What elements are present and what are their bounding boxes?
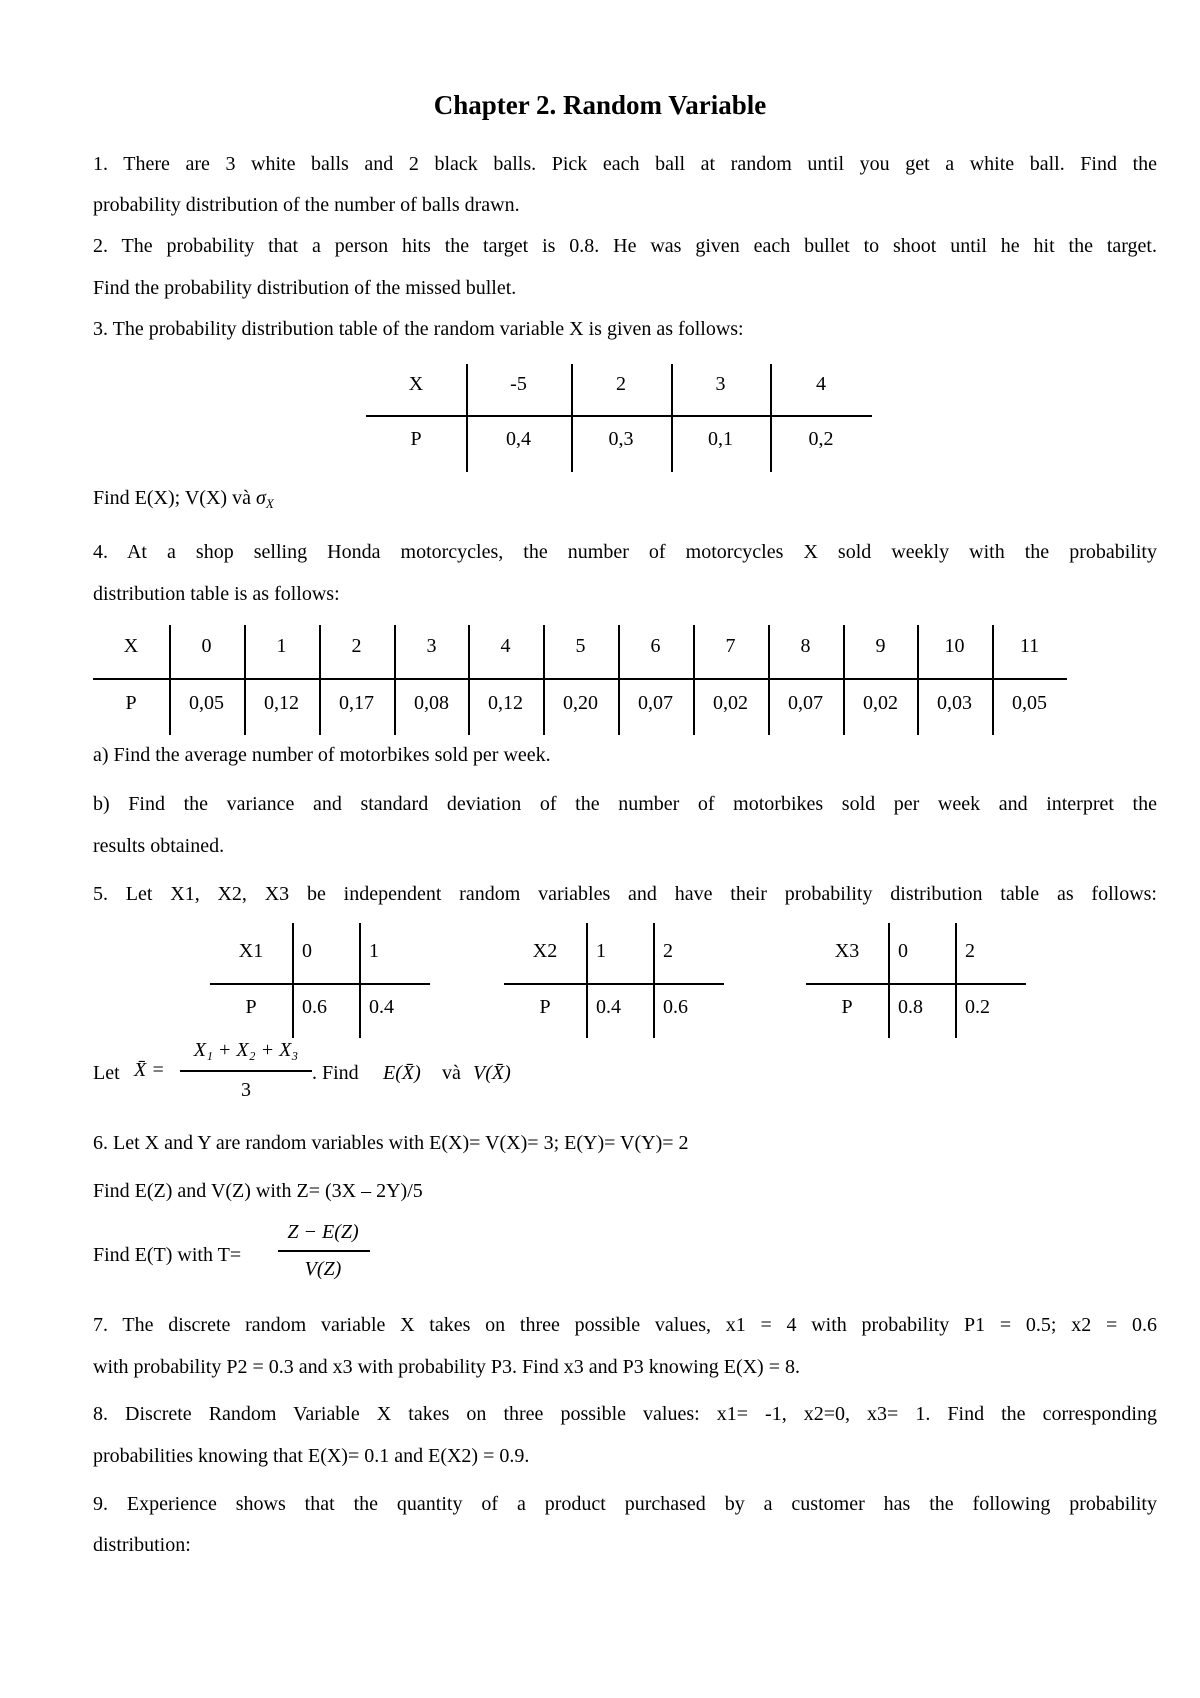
table-3-x-cell: -5 [510, 373, 527, 395]
table-4-x-cell: 7 [725, 635, 736, 657]
table-5-divider [806, 983, 1026, 985]
sigma-symbol: σ [255, 487, 266, 509]
table-5-column-line [888, 923, 890, 1038]
table-3-p-cell: 0,4 [506, 428, 531, 450]
table-5-column-line [653, 923, 655, 1038]
table-3-p-cell: 0,3 [608, 428, 634, 450]
problem-5-find: . Find [312, 1062, 359, 1084]
problem-3-intro: 3. The probability distribution table of the random variable X is given as follows: [93, 318, 744, 340]
table-4-divider [93, 678, 1067, 680]
table-5-prob-cell: 0.8 [898, 996, 923, 1018]
problem-8-line-2: probabilities knowing that E(X)= 0.1 and E(X2) = 0.9. [93, 1445, 530, 1467]
table-4-p-cell: 0,05 [189, 692, 224, 714]
table-5-value-cell: 1 [369, 940, 379, 962]
problem-5-va: và [442, 1062, 461, 1084]
table-5-value-cell: 2 [965, 940, 975, 962]
table-4-x-cell: 4 [500, 635, 511, 657]
table-5-prob-cell: 0.6 [302, 996, 327, 1018]
problem-1-line-2: probability distribution of the number of balls drawn. [93, 194, 520, 216]
xbar-denominator: 3 [241, 1079, 251, 1101]
table-4-x-cell: 0 [201, 635, 212, 657]
table-5-variable-label: X3 [834, 940, 860, 962]
table-3-row-label-p: P [410, 428, 422, 450]
table-5-column-line [955, 923, 957, 1038]
table-4-x-cell: 11 [1019, 635, 1040, 657]
table-4-x-cell: 8 [800, 635, 811, 657]
table-5-prob-cell: 0.6 [663, 996, 688, 1018]
table-5-variable-label: X2 [532, 940, 558, 962]
table-5-prob-cell: 0.4 [369, 996, 394, 1018]
table-3-row-label-x: X [408, 373, 424, 395]
table-3-x-cell: 3 [715, 373, 726, 395]
problem-4-line-2: distribution table is as follows: [93, 583, 340, 605]
problem-4-line-1: 4. At a shop selling Honda motorcycles, the number of motorcycles X sold weekly with the probability [93, 541, 1157, 563]
table-5-prob-cell: 0.2 [965, 996, 990, 1018]
problem-3-find-text: Find E(X); V(X) và [93, 487, 256, 509]
xbar-numerator: X₁ + X₂ + X₃ [193, 1039, 299, 1061]
problem-7-line-2: with probability P2 = 0.3 and x3 with probability P3. Find x3 and P3 knowing E(X) = 8. [93, 1356, 800, 1378]
table-4-x-cell: 1 [276, 635, 287, 657]
problem-6-line-2: Find E(Z) and V(Z) with Z= (3X – 2Y)/5 [93, 1180, 423, 1202]
table-4-x-cell: 10 [944, 635, 965, 657]
table-5-value-cell: 0 [898, 940, 908, 962]
table-4-x-cell: 6 [650, 635, 661, 657]
problem-5-let: Let [93, 1062, 120, 1084]
variance-xbar: V(X̄) [473, 1062, 511, 1084]
table-3-p-cell: 0,2 [808, 428, 834, 450]
table-3-x-cell: 2 [616, 373, 626, 395]
t-denominator: V(Z) [304, 1258, 342, 1280]
xbar-equals: X̄ = [134, 1059, 165, 1081]
table-5-divider [210, 983, 430, 985]
table-4-x-cell: 2 [351, 635, 362, 657]
problem-6-line-1: 6. Let X and Y are random variables with E(X)= V(X)= 3; E(Y)= V(Y)= 2 [93, 1132, 689, 1154]
problem-4-a: a) Find the average number of motorbikes sold per week. [93, 744, 551, 766]
table-5-value-cell: 2 [663, 940, 673, 962]
problem-9-line-1: 9. Experience shows that the quantity of a product purchased by a customer has the following probability [93, 1493, 1157, 1515]
t-numerator: Z − E(Z) [287, 1221, 359, 1243]
table-4-p-cell: 0,07 [638, 692, 673, 714]
table-4-x-cell: 3 [426, 635, 437, 657]
table-3-x-cell: 4 [816, 373, 826, 395]
table-5-column-line [586, 923, 588, 1038]
problem-6-find-et: Find E(T) with T= [93, 1244, 242, 1266]
table-4-p-cell: 0,08 [414, 692, 449, 714]
table-4-p-cell: 0,20 [563, 692, 598, 714]
table-5-value-cell: 0 [302, 940, 312, 962]
table-4-x-cell: 5 [575, 635, 586, 657]
problem-2-line-1: 2. The probability that a person hits the target is 0.8. He was given each bullet to shoot until he hit the target. [93, 235, 1157, 257]
table-5-p-label: P [539, 996, 551, 1018]
problem-7-line-1: 7. The discrete random variable X takes on three possible values, x1 = 4 with probability P1 = 0.5; x2 = 0.6 [93, 1314, 1157, 1336]
table-4-p-cell: 0,03 [937, 692, 972, 714]
problem-9-line-2: distribution: [93, 1534, 191, 1556]
page-title: Chapter 2. Random Variable [433, 90, 767, 120]
table-4-p-cell: 0,02 [713, 692, 748, 714]
problem-4-b-line-1: b) Find the variance and standard deviation of the number of motorbikes sold per week and interpret the [93, 793, 1157, 815]
table-5-p-label: P [841, 996, 853, 1018]
table-4-p-cell: 0,12 [488, 692, 523, 714]
problem-8-line-1: 8. Discrete Random Variable X takes on three possible values: x1= -1, x2=0, x3= 1. Find the corresponding [93, 1403, 1157, 1425]
expected-xbar: E(X̄) [383, 1062, 421, 1084]
problem-4-b-line-2: results obtained. [93, 835, 225, 857]
table-4-p-cell: 0,05 [1012, 692, 1047, 714]
table-5-prob-cell: 0.4 [596, 996, 621, 1018]
table-5-variable-label: X1 [238, 940, 264, 962]
table-5-value-cell: 1 [596, 940, 606, 962]
table-4-row-label-x: X [123, 635, 139, 657]
table-5-p-label: P [245, 996, 257, 1018]
table-4-p-cell: 0,17 [339, 692, 374, 714]
xbar-fraction-bar [180, 1070, 312, 1072]
problem-5-intro: 5. Let X1, X2, X3 be independent random variables and have their probability distribution table as follows: [93, 883, 1157, 905]
table-5-column-line [359, 923, 361, 1038]
sigma-subscript: X [265, 496, 274, 511]
t-fraction-bar [278, 1250, 370, 1252]
table-5-column-line [292, 923, 294, 1038]
table-4-x-cell: 9 [875, 635, 886, 657]
table-4-p-cell: 0,12 [264, 692, 299, 714]
table-4-p-cell: 0,02 [863, 692, 898, 714]
table-5-divider [504, 983, 724, 985]
table-3-p-cell: 0,1 [708, 428, 733, 450]
table-4-row-label-p: P [125, 692, 137, 714]
problem-2-line-2: Find the probability distribution of the missed bullet. [93, 277, 517, 299]
table-4-p-cell: 0,07 [788, 692, 823, 714]
problem-3-find [93, 488, 274, 510]
problem-1-line-1: 1. There are 3 white balls and 2 black balls. Pick each ball at random until you get a white ball. Find the [93, 153, 1157, 175]
